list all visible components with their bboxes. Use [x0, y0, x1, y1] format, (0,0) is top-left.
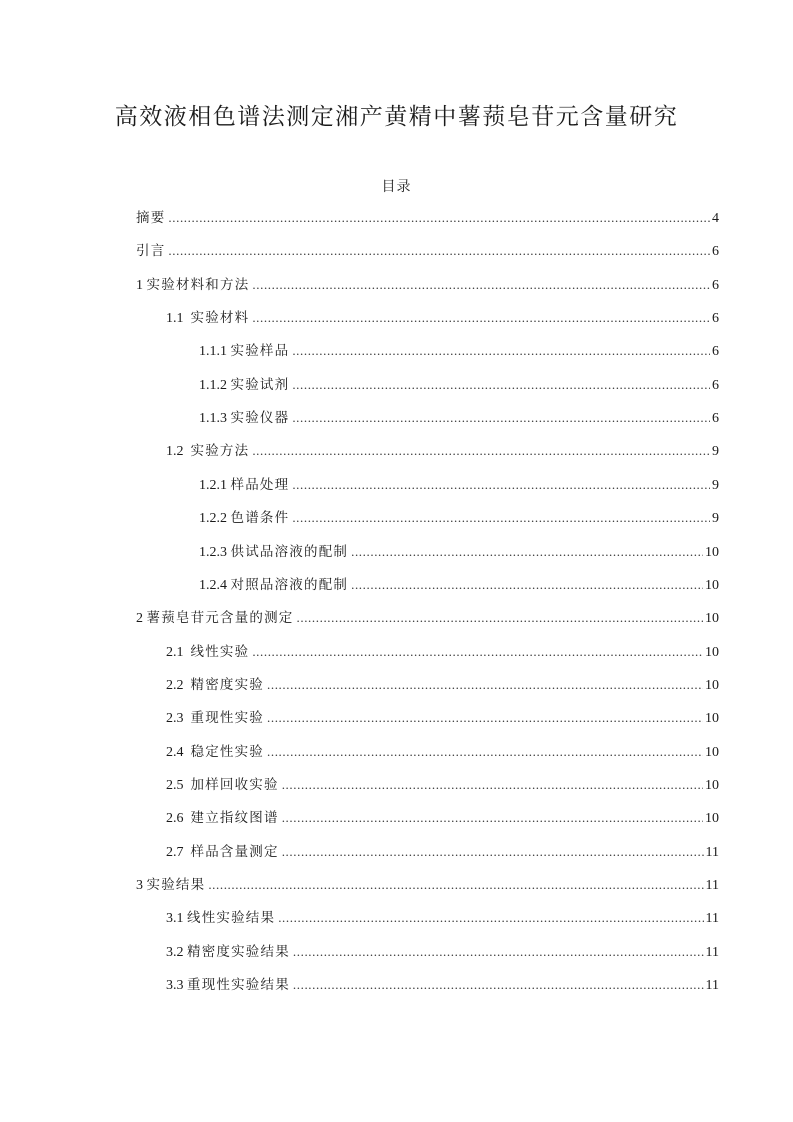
toc-dot-leader	[297, 608, 704, 628]
toc-entry-title: 对照品溶液的配制	[230, 576, 349, 593]
toc-entry[interactable]	[166, 441, 719, 461]
toc-dot-leader	[292, 408, 710, 428]
toc-entry-page-number: 6	[712, 411, 719, 427]
toc-entry-page-number: 6	[712, 311, 719, 327]
toc-dot-leader	[282, 808, 703, 828]
toc-entry-page-number: 10	[705, 677, 719, 693]
toc-entry-page-number: 11	[705, 944, 719, 960]
toc-entry-title: 实验材料	[190, 310, 250, 327]
toc-entry-page-number: 6	[712, 377, 719, 393]
toc-entry[interactable]	[199, 542, 719, 562]
toc-entry-title: 加样回收实验	[190, 776, 279, 793]
toc-entry-number: 3.3	[166, 978, 187, 994]
toc-dot-leader	[282, 842, 704, 862]
toc-entry-number: 1.2	[166, 444, 191, 460]
toc-entry-page-number: 10	[705, 811, 719, 827]
toc-entry-title: 样品含量测定	[190, 843, 279, 860]
toc-entry[interactable]	[136, 208, 719, 228]
toc-entry-title: 薯蓣皂苷元含量的测定	[146, 610, 294, 627]
toc-entry-number: 3.2	[166, 944, 187, 960]
toc-entry-number: 1.2.1	[199, 477, 231, 493]
toc-entry-page-number: 10	[705, 744, 719, 760]
toc-entry-number: 1.1.2	[199, 377, 231, 393]
toc-entry[interactable]	[199, 341, 719, 361]
toc-entry-title: 重现性实验	[190, 710, 264, 727]
toc-entry-title: 实验仪器	[230, 410, 290, 427]
toc-dot-leader	[293, 975, 704, 995]
toc-dot-leader	[351, 542, 703, 562]
toc-entry[interactable]	[199, 475, 719, 495]
toc-entry-title: 建立指纹图谱	[190, 810, 279, 827]
toc-entry-number: 1	[136, 277, 147, 293]
toc-entry-number: 1.1.1	[199, 344, 231, 360]
toc-entry[interactable]	[166, 842, 719, 862]
toc-entry-page-number: 9	[712, 511, 719, 527]
toc-entry-number: 2.6	[166, 811, 191, 827]
toc-dot-leader	[292, 508, 710, 528]
toc-entry[interactable]	[166, 908, 719, 928]
toc-entry[interactable]	[199, 508, 719, 528]
toc-entry-title: 样品处理	[230, 476, 290, 493]
toc-entry-title: 实验结果	[146, 877, 206, 893]
toc-dot-leader	[292, 341, 710, 361]
toc-entry-title: 线性实验结果	[187, 910, 276, 927]
toc-entry[interactable]	[199, 375, 719, 395]
toc-entry[interactable]	[166, 808, 719, 828]
toc-entry-number: 1.2.4	[199, 577, 231, 593]
toc-entry-title: 精密度实验结果	[187, 943, 290, 960]
toc-dot-leader	[278, 908, 703, 928]
toc-entry-title: 实验材料和方法	[146, 276, 250, 293]
toc-entry-number: 3	[136, 878, 147, 893]
toc-dot-leader	[292, 475, 710, 495]
toc-entry-number: 2.3	[166, 711, 191, 727]
toc-entry-number: 1.2.2	[199, 511, 231, 527]
toc-entry[interactable]	[166, 742, 719, 762]
toc-entry-page-number: 4	[712, 211, 719, 226]
toc-dot-leader	[252, 308, 710, 328]
toc-entry-page-number: 6	[712, 344, 719, 360]
toc-dot-leader	[168, 241, 710, 261]
toc-entry-number: 1.1.3	[199, 411, 231, 427]
toc-entry-title: 供试品溶液的配制	[230, 543, 349, 560]
document-title: 高效液相色谱法测定湘产黄精中薯蓣皂苷元含量研究	[114, 104, 679, 130]
toc-entry[interactable]	[136, 241, 719, 261]
toc-dot-leader	[282, 775, 703, 795]
toc-entry[interactable]	[136, 608, 719, 628]
toc-entry-page-number: 11	[705, 844, 719, 860]
toc-entry-number: 2.4	[166, 744, 191, 760]
toc-dot-leader	[292, 375, 710, 395]
toc-entry-title: 引言	[136, 243, 166, 260]
toc-entry-title: 摘要	[136, 210, 166, 226]
toc-entry-number: 2.7	[166, 844, 191, 860]
toc-entry-title: 实验试剂	[230, 376, 290, 393]
toc-entry[interactable]	[136, 875, 719, 895]
toc-dot-leader	[252, 441, 710, 461]
toc-entry-page-number: 10	[705, 777, 719, 793]
toc-entry[interactable]	[166, 708, 719, 728]
toc-dot-leader	[208, 875, 703, 895]
toc-heading: 目录	[381, 179, 412, 195]
toc-dot-leader	[168, 208, 710, 228]
toc-entry-page-number: 10	[705, 644, 719, 660]
toc-entry[interactable]	[199, 575, 719, 595]
toc-entry-title: 精密度实验	[190, 676, 264, 693]
toc-entry[interactable]	[166, 942, 719, 962]
toc-entry-page-number: 10	[705, 544, 719, 560]
toc-entry-number: 2.5	[166, 777, 191, 793]
toc-entry-page-number: 9	[712, 477, 719, 493]
toc-dot-leader	[252, 275, 710, 295]
toc-entry-number: 2	[136, 611, 147, 627]
toc-entry[interactable]	[166, 642, 719, 662]
toc-entry[interactable]	[166, 775, 719, 795]
toc-entry-number: 1.2.3	[199, 544, 231, 560]
toc-entry-title: 实验样品	[230, 343, 290, 360]
toc-entry[interactable]	[166, 975, 719, 995]
toc-entry-page-number: 10	[705, 577, 719, 593]
toc-entry[interactable]	[166, 675, 719, 695]
toc-entry-page-number: 11	[705, 978, 719, 994]
toc-entry-number: 2.2	[166, 677, 191, 693]
toc-entry-page-number: 11	[705, 878, 719, 893]
toc-entry-title: 重现性实验结果	[187, 977, 290, 994]
toc-entry-page-number: 6	[712, 277, 719, 293]
toc-entry-page-number: 10	[705, 611, 719, 627]
toc-dot-leader	[293, 942, 704, 962]
toc-entry-title: 稳定性实验	[190, 743, 264, 760]
toc-entry-title: 实验方法	[190, 443, 250, 460]
toc-entry-title: 线性实验	[190, 643, 250, 660]
toc-entry-number: 3.1	[166, 911, 187, 927]
toc-dot-leader	[267, 675, 703, 695]
toc-entry[interactable]	[136, 275, 719, 295]
toc-entry-page-number: 10	[705, 711, 719, 727]
toc-dot-leader	[252, 642, 703, 662]
toc-dot-leader	[351, 575, 703, 595]
toc-entry-title: 色谱条件	[230, 510, 290, 527]
toc-entry-number: 2.1	[166, 644, 191, 660]
toc-dot-leader	[267, 708, 703, 728]
toc-entry-page-number: 6	[712, 244, 719, 260]
toc-entry-number: 1.1	[166, 311, 191, 327]
toc-entry[interactable]	[199, 408, 719, 428]
toc-entry[interactable]	[166, 308, 719, 328]
toc-dot-leader	[267, 742, 703, 762]
toc-entry-page-number: 11	[705, 911, 719, 927]
toc-entry-page-number: 9	[712, 444, 719, 460]
